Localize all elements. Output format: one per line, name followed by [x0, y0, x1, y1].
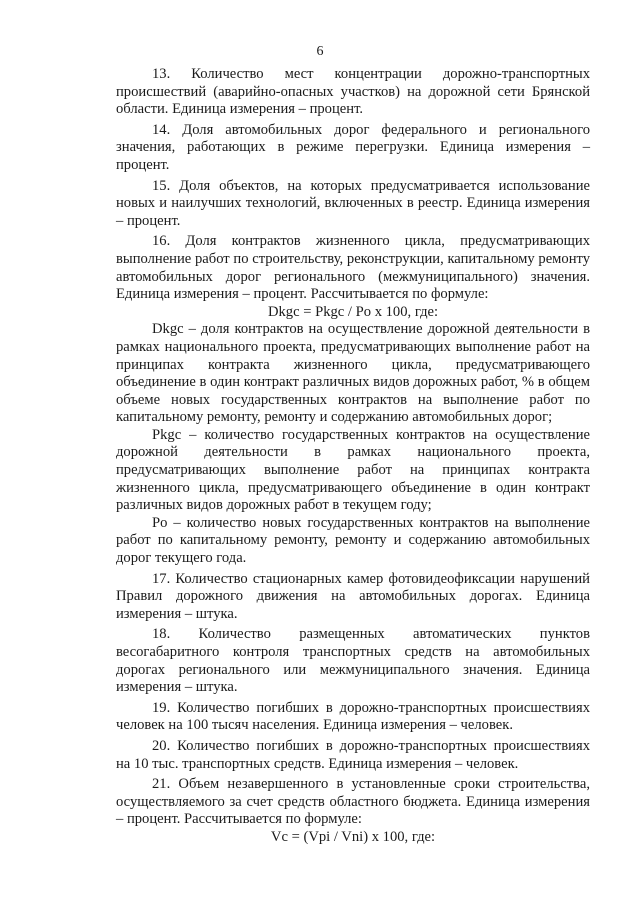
item-14: 14. Доля автомобильных дорог федерального и регионального значения, работающих в режиме перегрузки. Единица измерения – процент. [116, 121, 590, 173]
item-16: 16. Доля контрактов жизненного цикла, предусматривающих выполнение работ по строительству, реконструкции, капитальному ремонту автомобильных дорог регионального (межмуниципального) значения. Единица измерения – процент. Рассчитывается по формуле: [116, 233, 590, 303]
item-18: 18. Количество размещенных автоматических пунктов весогабаритного контроля транспортных средств на автомобильных дорогах регионального или межмуниципального значения. Единица измерения – штука. [116, 626, 590, 696]
formula-dkgc: Dkgc = Pkgc / Po x 100, где: [267, 303, 439, 320]
item-19: 19. Количество погибших в дорожно-транспортных происшествиях человек на 100 тысяч населения. Единица измерения – человек. [116, 699, 590, 734]
definition-po: Po – количество новых государственных контрактов на выполнение работ по капитальному ремонту, ремонту и содержанию автомобильных дорог текущего года. [116, 514, 590, 567]
item-15: 15. Доля объектов, на которых предусматривается использование новых и наилучших технологий, включенных в реестр. Единица измерения – процент. [116, 177, 590, 229]
item-13: 13. Количество мест концентрации дорожно-транспортных происшествий (аварийно-опасных участков) на дорожной сети Брянской области. Единица измерения – процент. [116, 66, 590, 118]
document-body [116, 66, 590, 847]
item-17: 17. Количество стационарных камер фотовидеофиксации нарушений Правил дорожного движения на автомобильных дорогах. Единица измерения – штука. [116, 570, 590, 622]
item-20: 20. Количество погибших в дорожно-транспортных происшествиях на 10 тыс. транспортных средств. Единица измерения – человек. [116, 737, 590, 772]
page-number: 6 [316, 44, 324, 59]
definition-pkgc: Pkgc – количество государственных контрактов на осуществление дорожной деятельности в рамках национального проекта, предусматривающих выполнение работ на принципах контракта жизненного цикла, предусматривающего объединение в один контракт различных видов дорожных работ в текущем году; [116, 426, 590, 514]
definition-dkgc: Dkgc – доля контрактов на осуществление дорожной деятельности в рамках национального проекта, предусматривающих выполнение работ на принципах контракта жизненного цикла, предусматривающего объединение в один контракт различных видов дорожных работ, % в общем объеме новых государственных контрактов на выполнение работ по капитальному ремонту, ремонту и содержанию автомобильных дорог; [116, 321, 590, 426]
formula-vc: Vc = (Vpi / Vni) x 100, где: [270, 828, 436, 845]
item-21: 21. Объем незавершенного в установленные сроки строительства, осуществляемого за счет средств областного бюджета. Единица измерения – процент. Рассчитывается по формуле: [116, 776, 590, 828]
